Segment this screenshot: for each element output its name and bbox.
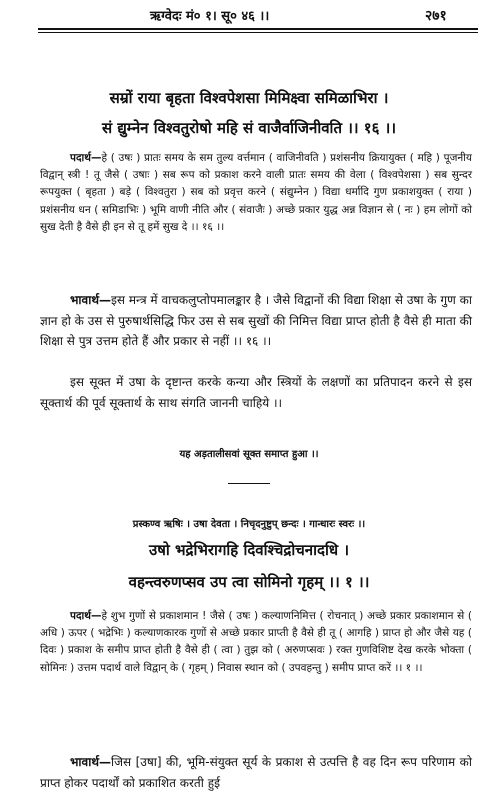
header-rule-thin	[38, 32, 478, 33]
padartha-text: हे ( उषः ) प्रातः समय के सम तुल्य वर्त्तमान ( वाजिनीवति ) प्रशंसनीय क्रियायुक्त ( महि ) पूजनीय विद्वान् स्त्री ! तू जैसे ( उषाः ) सब रूप को प्रकाश करने वाली प्रातः समय की वेला ( विश्वपेशसा ) सब सुन्दर रूपयुक्त ( बृहता ) बड़े ( विश्वतुरा ) सब को प्रवृत्त करने ( संद्युम्नेन ) विद्या धर्मादि गुण प्रकाशयुक्त ( राया ) प्रशंसनीय धन ( समिडाभिः ) भूमि वाणी नीति और ( संवाजैः ) अच्छे प्रकार युद्ध अन्न विज्ञान से ( नः ) हम लोगों को सुख देती है वैसे ही इन से तू हमें सुख दे ।। १६ ।।	[40, 152, 472, 233]
sukta-summary	[40, 372, 472, 413]
padartha-text-2: हे शुभ गुणों से प्रकाशमान ! जैसे ( उषः ) कल्याणनिमित्त ( रोचनात् ) अच्छे प्रकार प्रकाशमान से ( अधि ) ऊपर ( भद्रेभिः ) कल्याणकारक गुणों से अच्छे प्रकार प्राप्ती है वैसे ही तू ( आगहि ) प्राप्त हो और जैसे यह ( दिवः ) प्रकाश के समीप प्राप्त होती है वैसे ही ( त्वा ) तुझ को ( अरुणप्सवः ) रक्त गुणविशिष्ट देख करके भोक्ता ( सोमिनः ) उत्तम पदार्थ वाले विद्वान् के ( गृहम् ) निवास स्थान को ( उपवहन्तु ) समीप प्राप्त करें ।। १ ।।	[40, 610, 472, 674]
bhavartha-text: इस मन्त्र में वाचकलुप्तोपमालङ्कार है । जैसे विद्वानों की विद्या शिक्षा से उषा के गुण का ज्ञान हो के उस से पुरुषार्थसिद्धि फिर उस से सब सुखों की निमित्त विद्या प्राप्त होती है वैसे ही माता की शिक्षा से पुत्र उत्तम होते हैं और प्रकार से नहीं ।। १६ ।।	[40, 293, 472, 348]
bhavartha-paragraph-1	[40, 290, 472, 352]
page-number: २७१	[425, 8, 447, 24]
running-header	[0, 6, 498, 28]
bhavartha-label: भावार्थ—	[70, 293, 111, 307]
bhavartha-label-2: भावार्थ—	[70, 755, 111, 769]
bhavartha-text-2: जिस [उषा] की, भूमि-संयुक्त सूर्य के प्रकाश से उत्पत्ति है वह दिन रूप परिणाम को प्राप्त होकर पदार्थों को प्रकाशित करती हुई	[40, 755, 472, 790]
summary-text: इस सूक्त में उषा के दृष्टान्त करके कन्या और स्त्रियों के लक्षणों का प्रतिपादन करने से इस सूक्तार्थ की पूर्व सूक्तार्थ के साथ संगति जाननी चाहिये ।।	[40, 375, 472, 410]
bhavartha-paragraph-2	[40, 752, 472, 793]
rishi-devata-line: प्रस्कण्व ऋषिः । उषा देवता । निचृदनुष्टुप् छन्दः । गान्धारः स्वरः ।।	[132, 519, 366, 530]
verse-1-line-2: वहन्त्वरुणप्सव उप त्वा सोमिनो गृहम् ।। १ ।।	[128, 573, 370, 591]
verse-1-line-1: उषो भद्रेभिरागहि दिवश्चिद्रोचनादधि ।	[148, 541, 350, 559]
padartha-paragraph-2	[40, 608, 472, 677]
header-title: ऋग्वेदः मं० १। सू० ४६ ।।	[150, 9, 270, 24]
sukta-end-note: यह अड़तालीसवां सूक्त समाप्त हुआ ।।	[179, 449, 319, 460]
section-divider	[228, 483, 270, 484]
padartha-label-2: पदार्थ—	[70, 610, 102, 622]
verse-16-line-2: सं द्युम्नेन विश्वतुरोषो महि सं वाजैर्वाजिनीवति ।। १६ ।।	[101, 119, 397, 137]
padartha-label: पदार्थ—	[70, 152, 102, 164]
verse-16-line-1: सम्रों राया बृहता विश्वपेशसा मिमिक्ष्वा समिळाभिरा ।	[109, 89, 389, 107]
header-rule	[38, 28, 478, 30]
padartha-paragraph-1	[40, 150, 472, 236]
